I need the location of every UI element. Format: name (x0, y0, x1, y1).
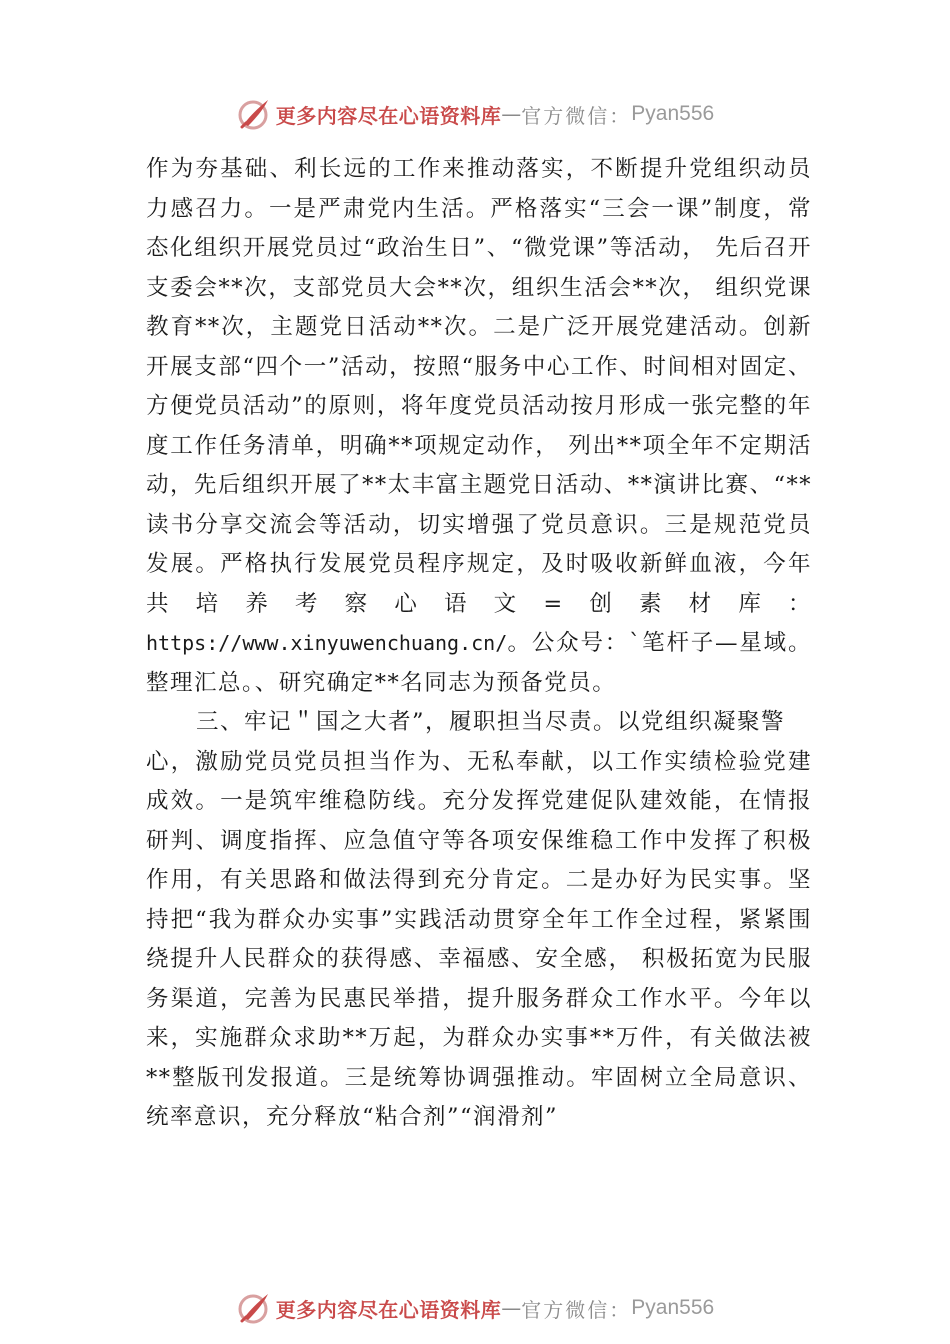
document-body (146, 150, 812, 1138)
footer-brand-text: 更多内容尽在心语资料库 (275, 1297, 502, 1322)
paragraph-text: 作为夯基础、利长远的工作来推动落实，不断提升党组织动员力感召力。一是严肃党内生活。严格落实“三会一课”制度，常态化组织开展党员过“政治生日”、“微党课”等活动， 先后召开支委会**次，支部党员大会**次，组织生活会**次， 组织党课教育**次，主题党日活动**次。二是广泛开展党建活动。创新开展支部“四个一”活动，按照“服务中心工作、时间相对固定、方便党员活动”的原则，将年度党员活动按月形成一张完整的年度工作任务清单，明确**项规定动作， 列出**项全年不定期活动，先后组织开展了**太丰富主题党日活动、**演讲比赛、“**读书分享交流会等活动，切实增强了党员意识。三是规范党员发展。严格执行发展党员程序规定，及时吸收新鲜血液，今年共培养考察心语文=创素材库： (146, 156, 812, 617)
paragraph-section-three: 心，激励党员党员担当作为、无私奉献，以工作实绩检验党建成效。一是筑牢维稳防线。充分发挥党建促队建效能，在情报研判、调度指挥、应急值守等各项安保维稳工作中发挥了积极作用，有关思路和做法得到充分肯定。二是办好为民实事。坚持把“我为群众办实事”实践活动贯穿全年工作全过程，紧紧围绕提升人民群众的获得感、幸福感、安全感， 积极拓宽为民服务渠道，完善为民惠民举措，提升服务群众工作水平。今年以来，实施群众求助**万起，为群众办实事**万件，有关做法被**整版刊发报道。三是统筹协调强推动。牢固树立全局意识、统率意识，充分释放“粘合剂”“润滑剂” (146, 748, 812, 1130)
header-watermark (0, 94, 950, 134)
footer-watermark (0, 1288, 950, 1328)
brush-logo-icon (236, 96, 272, 132)
header-brand-text: 更多内容尽在心语资料库 (275, 103, 502, 128)
header-wechat-id: Pyan556 (631, 102, 715, 125)
brush-logo-icon (236, 1290, 272, 1326)
header-separator: — (501, 102, 522, 126)
footer-wechat-id: Pyan556 (631, 1296, 715, 1319)
footer-official-label: 官方微信： (521, 1297, 632, 1322)
source-url-link[interactable]: https://www.xinyuwenchuang.cn/ (146, 631, 508, 655)
footer-separator: — (501, 1296, 522, 1320)
paragraph-party-activities (146, 150, 812, 703)
paragraph-text-cont: 。公众号：`笔杆子—星域。整理汇总。、研究确定**名同志为预备党员。 (146, 630, 812, 696)
header-official-label: 官方微信： (521, 103, 632, 128)
section-three-heading-line: 三、牢记＂国之大者”，履职担当尽责。以党组织凝聚警 (196, 709, 786, 735)
